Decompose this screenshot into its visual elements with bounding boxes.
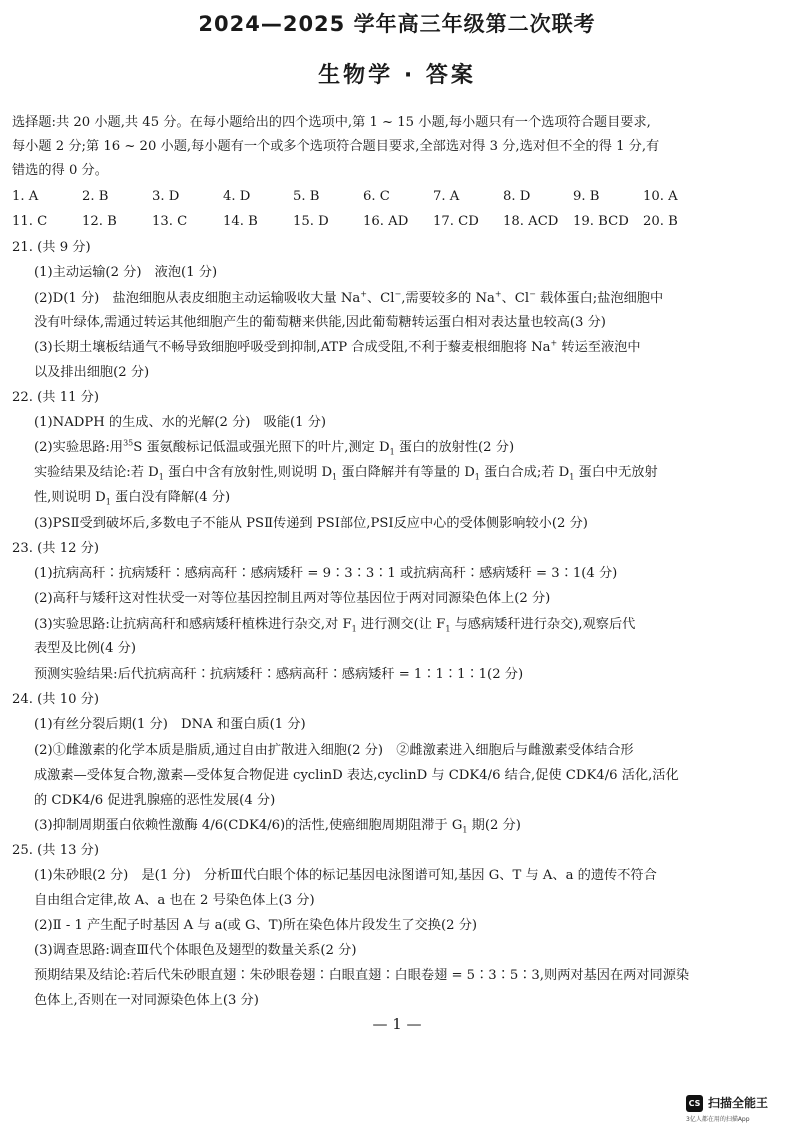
q23-answer-3-line-3: 预测实验结果:后代抗病高秆∶抗病矮秆∶感病高秆∶感病矮秆 = 1∶1∶1∶1(2 分) xyxy=(34,667,524,682)
answer-item: 8. D xyxy=(503,189,531,204)
q24-answer-2-line-3: 的 CDK4/6 促进乳腺癌的恶性发展(4 分) xyxy=(34,793,276,808)
q25-answer-3-line-2: 预期结果及结论:若后代朱砂眼直翅∶朱砂眼卷翅∶白眼直翅∶白眼卷翅 = 5∶3∶5∶3,则两对基因在两对同源染 xyxy=(34,968,690,983)
q22-answer-1: (1)NADPH 的生成、水的光解(2 分) 吸能(1 分) xyxy=(34,415,327,430)
q25-answer-1-line-2: 自由组合定律,故 A、a 也在 2 号染色体上(3 分) xyxy=(34,893,315,908)
q24-answer-2-line-1: (2)①雌激素的化学本质是脂质,通过自由扩散进入细胞(2 分) ②雌激素进入细胞后与雌激素受体结合形 xyxy=(34,743,634,758)
q21-answer-2-line-1: (2)D(1 分) 盐泡细胞从表皮细胞主动运输吸收大量 Na+、Cl−,需要较多的 Na+、Cl− 载体蛋白;盐泡细胞中 xyxy=(34,289,664,306)
q22-answer-2: (2)实验思路:用$^{35}$S 蛋氨酸标记低温或强光照下的叶片,测定 $D_1$ 蛋白的放射性(2 分) xyxy=(34,438,515,457)
q24-heading: 24. (共 10 分) xyxy=(12,692,99,707)
q23-heading: 23. (共 12 分) xyxy=(12,541,99,556)
answer-item: 18. ACD xyxy=(503,214,559,229)
answer-item: 10. A xyxy=(643,189,678,204)
q21-heading: 21. (共 9 分) xyxy=(12,240,91,255)
q23-answer-3-line-2: 表型及比例(4 分) xyxy=(34,641,136,656)
answer-item: 4. D xyxy=(223,189,251,204)
answer-item: 11. C xyxy=(12,214,48,229)
q22-answer-3: (3)PSⅡ受到破坏后,多数电子不能从 PSⅡ传递到 PSⅠ部位,PSⅠ反应中心的受体侧影响较小(2 分) xyxy=(34,516,588,531)
answer-item: 16. AD xyxy=(363,214,409,229)
answer-item: 13. C xyxy=(152,214,188,229)
answer-item: 1. A xyxy=(12,189,39,204)
scanner-watermark xyxy=(686,1093,786,1121)
answer-item: 6. C xyxy=(363,189,390,204)
q25-heading: 25. (共 13 分) xyxy=(12,843,99,858)
q25-answer-3-line-3: 色体上,否则在一对同源染色体上(3 分) xyxy=(34,993,259,1008)
camscanner-logo-icon: CS xyxy=(686,1095,703,1112)
watermark-tagline: 3亿人都在用的扫描App xyxy=(686,1116,750,1123)
answer-item: 19. BCD xyxy=(573,214,629,229)
q23-answer-3-line-1: (3)实验思路:让抗病高秆和感病矮秆植株进行杂交,对 $F_1$ 进行测交(让 $F_1$ 与感病矮秆进行杂交),观察后代 xyxy=(34,617,636,634)
page-number: — 1 — xyxy=(372,1015,422,1033)
choice-intro-line-1: 选择题:共 20 小题,共 45 分。在每小题给出的四个选项中,第 1 ~ 15 小题,每小题只有一个选项符合题目要求, xyxy=(12,115,651,130)
answer-item: 3. D xyxy=(152,189,180,204)
q22-heading: 22. (共 11 分) xyxy=(12,390,99,405)
choice-intro-line-3: 错选的得 0 分。 xyxy=(12,163,108,178)
q22-result-line-2: 性,则说明 $D_1$ 蛋白没有降解(4 分) xyxy=(34,490,231,507)
answer-item: 2. B xyxy=(82,189,109,204)
q21-answer-1: (1)主动运输(2 分) 液泡(1 分) xyxy=(34,265,218,280)
choice-intro-line-2: 每小题 2 分;第 16 ~ 20 小题,每小题有一个或多个选项符合题目要求,全部选对得 3 分,选对但不全的得 1 分,有 xyxy=(12,139,660,154)
q23-answer-1: (1)抗病高秆∶抗病矮秆∶感病高秆∶感病矮秆 = 9∶3∶3∶1 或抗病高秆∶感病矮秆 = 3∶1(4 分) xyxy=(34,566,618,581)
q24-answer-2-line-2: 成激素—受体复合物,激素—受体复合物促进 cyclinD 表达,cyclinD 与 CDK4/6 结合,促使 CDK4/6 活化,活化 xyxy=(34,768,679,783)
q25-answer-1-line-1: (1)朱砂眼(2 分) 是(1 分) 分析Ⅲ代白眼个体的标记基因电泳图谱可知,基因 G、T 与 A、a 的遗传不符合 xyxy=(34,868,657,883)
q22-result-line-1: 实验结果及结论:若 $D_1$ 蛋白中含有放射性,则说明 $D_1$ 蛋白降解并有等量的 $D_1$ 蛋白合成;若 $D_1$ 蛋白中无放射 xyxy=(34,465,658,482)
q25-answer-2: (2)Ⅱ - 1 产生配子时基因 A 与 a(或 G、T)所在染色体片段发生了交换(2 分) xyxy=(34,918,478,933)
q24-answer-1: (1)有丝分裂后期(1 分) DNA 和蛋白质(1 分) xyxy=(34,717,306,732)
q23-answer-2: (2)高秆与矮秆这对性状受一对等位基因控制且两对等位基因位于两对同源染色体上(2 分) xyxy=(34,591,551,606)
answer-item: 12. B xyxy=(82,214,117,229)
answer-item: 9. B xyxy=(573,189,600,204)
exam-title: 2024—2025 学年高三年级第二次联考 xyxy=(198,12,596,36)
watermark-app-name: 扫描全能王 xyxy=(708,1096,769,1110)
exam-subtitle: 生物学 · 答案 xyxy=(318,63,476,88)
answer-item: 14. B xyxy=(223,214,258,229)
q21-answer-3-line-1: (3)长期土壤板结通气不畅导致细胞呼吸受到抑制,ATP 合成受阻,不利于藜麦根细胞将 Na+ 转运至液泡中 xyxy=(34,338,641,355)
q21-answer-2-line-2: 没有叶绿体,需通过转运其他细胞产生的葡萄糖来供能,因此葡萄糖转运蛋白相对表达量也较高(3 分) xyxy=(34,315,606,330)
answer-item: 15. D xyxy=(293,214,329,229)
q21-answer-3-line-2: 以及排出细胞(2 分) xyxy=(34,365,150,380)
q25-answer-3-line-1: (3)调查思路:调查Ⅲ代个体眼色及翅型的数量关系(2 分) xyxy=(34,943,357,958)
answer-item: 5. B xyxy=(293,189,320,204)
answer-item: 17. CD xyxy=(433,214,479,229)
answer-item: 20. B xyxy=(643,214,678,229)
answer-item: 7. A xyxy=(433,189,460,204)
q24-answer-3: (3)抑制周期蛋白依赖性激酶 4/6(CDK4/6)的活性,使癌细胞周期阻滞于 $G_1$ 期(2 分) xyxy=(34,818,521,835)
